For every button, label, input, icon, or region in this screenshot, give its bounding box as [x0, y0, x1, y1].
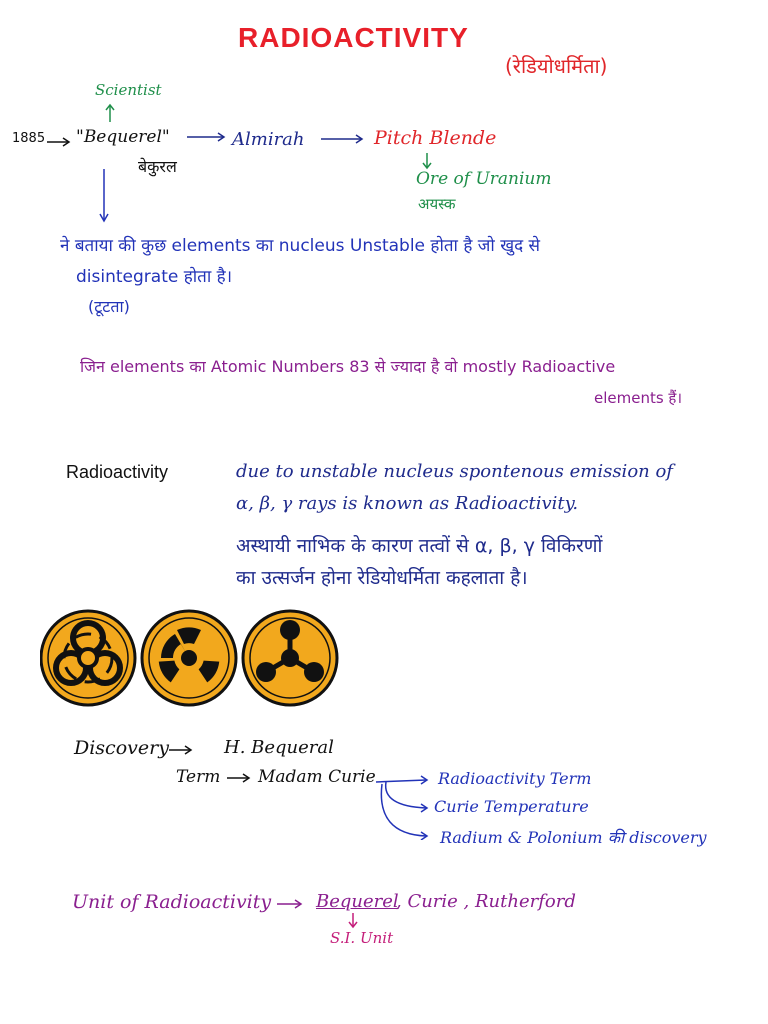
si-unit-label: S.I. Unit — [330, 929, 394, 947]
history-item-3: Radium & Polonium की discovery — [440, 828, 707, 847]
page-title-hindi: (रेडियोधर्मिता) — [505, 54, 608, 78]
unit-label: Unit of Radioactivity — [72, 891, 272, 913]
page-title: RADIOACTIVITY — [238, 22, 469, 53]
history-item-1: Radioactivity Term — [438, 769, 592, 788]
down-arrow-icon — [422, 152, 432, 170]
down-arrow-icon — [348, 912, 358, 930]
note-line-2: disintegrate होता है। — [76, 267, 233, 287]
definition-en-line-2: α, β, γ rays is known as Radioactivity. — [236, 493, 579, 514]
definition-label: Radioactivity — [66, 462, 169, 482]
right-arrow-icon — [276, 898, 304, 910]
discovery-value: H. Bequeral — [224, 737, 334, 758]
hazard-symbols — [40, 608, 340, 712]
definition-en-line-1: due to unstable nucleus spontenous emission of — [236, 461, 673, 482]
up-arrow-icon — [105, 103, 115, 123]
term-label: Term — [176, 767, 221, 787]
history-item-2: Curie Temperature — [434, 797, 589, 816]
right-arrow-icon — [320, 132, 366, 146]
atomic-number-line-1: जिन elements का Atomic Numbers 83 से ज्यादा है वो mostly Radioactive — [80, 357, 616, 376]
chemical-weapon-icon — [243, 611, 337, 705]
unit-others: , Curie , Rutherford — [396, 891, 576, 912]
scientist-name: "Bequerel" — [76, 127, 170, 147]
definition-hi-line-2: का उत्सर्जन होना रेडियोधर्मिता कहलाता है। — [236, 567, 528, 589]
right-arrow-icon — [168, 744, 194, 756]
ore-label: Ore of Uranium — [416, 169, 552, 189]
radiation-icon — [142, 611, 236, 705]
discovery-label: Discovery — [74, 737, 169, 759]
scientist-label: Scientist — [95, 81, 162, 99]
branch-arrows-icon — [374, 770, 434, 840]
biohazard-icon — [41, 611, 135, 705]
term-value: Madam Curie — [258, 767, 376, 787]
pitch-blende-label: Pitch Blende — [374, 127, 497, 149]
note-line-1: ने बताया की कुछ elements का nucleus Unstable होता है जो खुद से — [60, 236, 541, 256]
definition-hi-line-1: अस्थायी नाभिक के कारण तत्वों से α, β, γ विकिरणों — [236, 535, 603, 557]
year-label: 1885 — [12, 131, 46, 146]
right-arrow-icon — [46, 136, 72, 148]
right-arrow-icon — [186, 130, 228, 144]
almirah-label: Almirah — [232, 129, 305, 150]
unit-bequerel: Bequerel — [316, 891, 399, 912]
note-line-3: (टूटता) — [88, 297, 130, 316]
ore-hindi-label: अयस्क — [418, 195, 456, 213]
atomic-number-line-2: elements हैं। — [594, 389, 683, 407]
right-arrow-icon — [226, 772, 252, 784]
down-arrow-icon — [98, 168, 110, 224]
scientist-name-hindi: बेकुरल — [138, 157, 177, 176]
